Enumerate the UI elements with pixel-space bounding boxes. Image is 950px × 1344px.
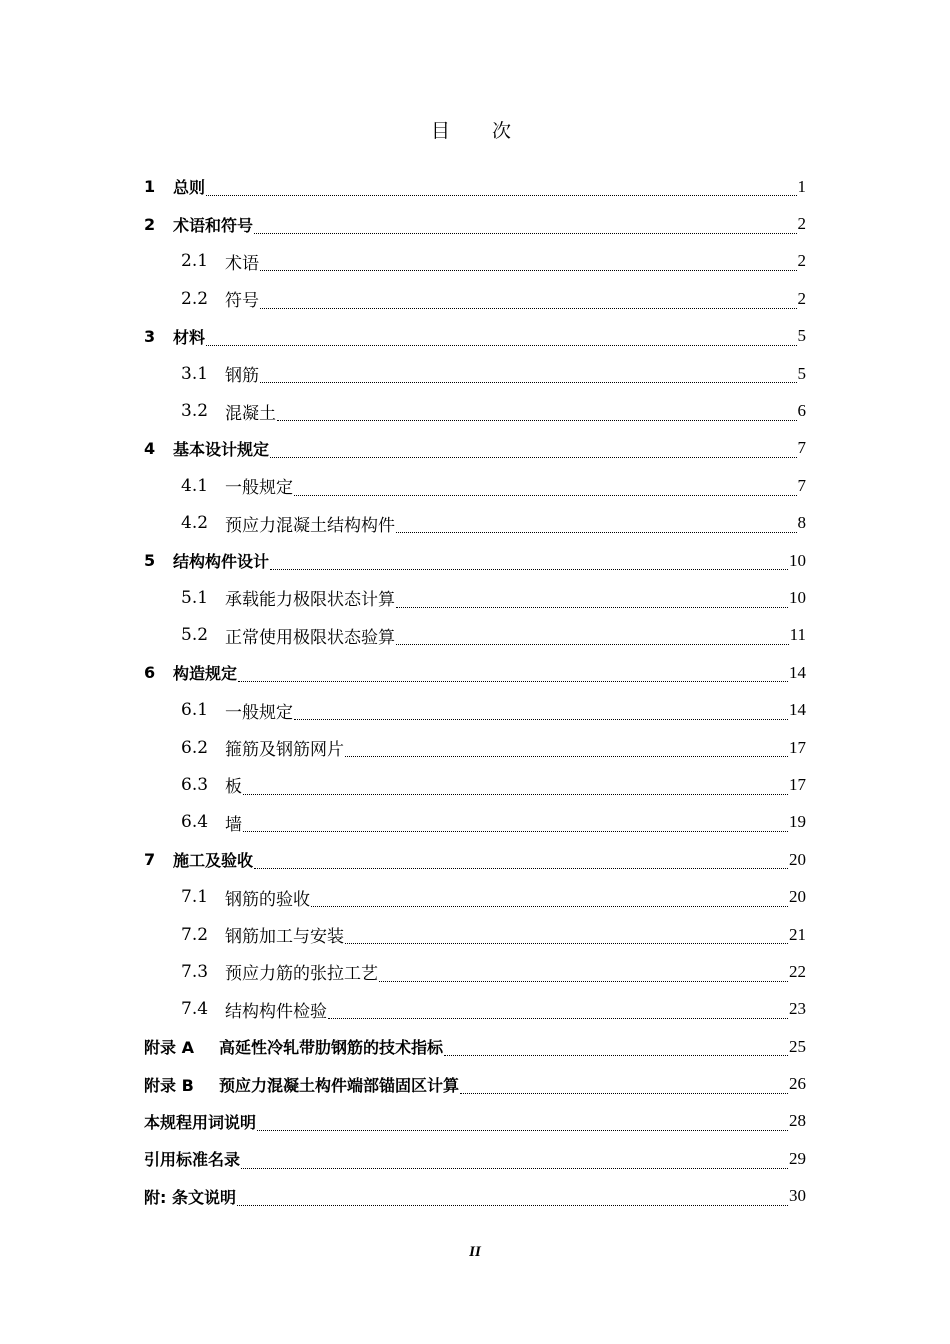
toc-entry-number: 2 [144,214,156,234]
toc-entry-label: 钢筋加工与安装 [225,927,344,947]
toc-entry[interactable] [144,430,806,467]
dot-leader [260,270,797,271]
toc-entry-page: 17 [789,774,806,794]
toc-entry[interactable] [144,542,806,579]
toc-entry-page: 7 [797,438,806,458]
toc-entry-number: 6.4 [181,812,209,833]
toc-entry[interactable] [144,841,806,878]
table-of-contents [144,168,806,1215]
dot-leader [260,308,797,309]
toc-entry-label: 板 [225,777,242,798]
toc-entry-page: 20 [789,849,806,869]
toc-entry-label: 基本设计规定 [173,439,270,459]
dot-leader [206,345,796,346]
toc-entry[interactable] [144,1178,806,1215]
dot-leader [277,420,797,421]
toc-entry-label: 预应力筋的张拉工艺 [225,964,378,985]
toc-entry-label: 承载能力极限状态计算 [225,590,395,611]
toc-entry-page: 5 [797,326,806,346]
toc-entry[interactable] [144,243,806,280]
dot-leader [345,943,788,944]
toc-entry-page: 29 [789,1148,806,1168]
toc-entry-number: 6.2 [181,737,209,758]
toc-entry-page: 23 [789,999,806,1019]
toc-entry-label: 材料 [173,327,206,347]
toc-entry-page: 10 [789,587,806,607]
toc-entry-page: 19 [789,812,806,832]
toc-entry-label: 混凝土 [225,403,276,424]
dot-leader [237,1205,788,1206]
dot-leader [379,981,788,982]
toc-entry-label: 高延性冷轧带肋钢筋的技术指标 [219,1038,444,1058]
toc-entry-number: 2.2 [181,288,209,309]
toc-entry-label: 符号 [225,291,259,312]
dot-leader [241,1168,788,1169]
toc-entry[interactable] [144,505,806,542]
toc-entry[interactable] [144,1065,806,1102]
toc-entry-number: 3.2 [181,401,209,422]
toc-entry-page: 28 [789,1111,806,1131]
toc-entry[interactable] [144,318,806,355]
dot-leader [294,719,788,720]
toc-entry[interactable] [144,729,806,766]
toc-entry-label: 预应力混凝土构件端部锚固区计算 [219,1075,460,1095]
toc-entry-number: 6.1 [181,700,209,721]
toc-entry-page: 21 [789,924,806,944]
toc-entry-page: 22 [789,961,806,981]
toc-entry-label: 一般规定 [225,702,293,723]
toc-entry-page: 11 [789,625,806,645]
toc-entry-label: 结构构件检验 [225,1001,327,1022]
toc-entry-page: 26 [789,1074,806,1094]
toc-entry[interactable] [144,579,806,616]
dot-leader [243,831,788,832]
toc-entry[interactable] [144,804,806,841]
dot-leader [345,756,788,757]
dot-leader [257,1130,788,1131]
dot-leader [328,1018,788,1019]
toc-entry[interactable] [144,392,806,429]
dot-leader [243,794,788,795]
toc-entry-label: 总则 [173,178,206,198]
toc-entry-number: 4 [144,438,156,458]
toc-entry[interactable] [144,991,806,1028]
toc-entry-number: 7.2 [181,924,209,945]
toc-entry[interactable] [144,1103,806,1140]
toc-entry-number: 6 [144,663,156,683]
toc-entry-label: 一般规定 [225,478,293,499]
dot-leader [260,382,797,383]
toc-entry[interactable] [144,953,806,990]
toc-entry-number: 6.3 [181,774,209,795]
dot-leader [270,569,788,570]
toc-entry-page: 14 [789,700,806,720]
dot-leader [444,1055,788,1056]
toc-entry-label: 本规程用词说明 [144,1112,257,1132]
toc-entry-page: 8 [797,513,806,533]
toc-entry-number: 4.2 [181,513,209,534]
toc-entry[interactable] [144,280,806,317]
dot-leader [460,1093,788,1094]
page-number: II [469,1244,481,1260]
dot-leader [294,495,797,496]
toc-entry-number: 5.1 [181,587,209,608]
toc-entry-label: 钢筋的验收 [225,889,310,910]
dot-leader [396,644,789,645]
toc-entry[interactable] [144,916,806,953]
toc-entry[interactable] [144,878,806,915]
toc-entry[interactable] [144,205,806,242]
toc-entry-label: 术语和符号 [173,215,254,235]
dot-leader [254,868,788,869]
toc-entry-number: 5 [144,551,156,571]
toc-entry-page: 2 [797,214,806,234]
toc-entry[interactable] [144,766,806,803]
toc-entry-number: 7.1 [181,887,209,908]
toc-entry-number: 2.1 [181,251,209,272]
toc-entry-page: 20 [789,887,806,907]
toc-entry[interactable] [144,1028,806,1065]
toc-entry[interactable] [144,1140,806,1177]
dot-leader [396,532,797,533]
toc-entry[interactable] [144,467,806,504]
toc-entry-page: 17 [789,737,806,757]
toc-entry-label: 墙 [225,814,242,835]
toc-entry[interactable] [144,654,806,691]
toc-entry-label: 正常使用极限状态验算 [225,627,395,648]
toc-entry-number: 1 [144,177,156,197]
toc-entry-number: 3.1 [181,363,209,384]
toc-entry-page: 2 [797,288,806,308]
toc-entry-number: 7.4 [181,999,209,1020]
toc-entry-number: 7.3 [181,961,209,982]
dot-leader [396,607,788,608]
dot-leader [254,233,796,234]
toc-entry-page: 30 [789,1186,806,1206]
toc-entry-number: 3 [144,326,156,346]
toc-entry-page: 1 [797,176,806,196]
toc-entry-label: 箍筋及钢筋网片 [225,740,344,761]
toc-entry[interactable] [144,617,806,654]
toc-entry[interactable] [144,355,806,392]
toc-entry-label: 结构构件设计 [173,552,270,572]
dot-leader [206,195,796,196]
toc-entry-number: 附录 A [144,1038,194,1058]
dot-leader [238,681,788,682]
toc-entry-page: 5 [797,363,806,383]
toc-entry-page: 25 [789,1036,806,1056]
toc-entry-number: 4.1 [181,475,209,496]
toc-entry-page: 7 [797,475,806,495]
toc-entry-label: 施工及验收 [173,851,254,871]
toc-entry-number: 5.2 [181,625,209,646]
dot-leader [311,906,788,907]
toc-entry-page: 2 [797,251,806,271]
toc-entry-page: 6 [797,401,806,421]
page-title: 目 次 [430,120,530,142]
toc-entry-page: 14 [789,662,806,682]
toc-entry-number: 7 [144,850,156,870]
toc-entry-label: 附: 条文说明 [144,1187,236,1207]
toc-entry[interactable] [144,168,806,205]
toc-entry-label: 预应力混凝土结构构件 [225,515,395,536]
toc-entry-number: 附录 B [144,1075,194,1095]
toc-entry-label: 钢筋 [225,366,259,387]
toc-entry-label: 术语 [225,253,259,274]
dot-leader [270,457,796,458]
toc-entry-label: 构造规定 [173,664,238,684]
toc-entry-page: 10 [789,550,806,570]
toc-entry-label: 引用标准名录 [144,1150,241,1170]
toc-entry[interactable] [144,691,806,728]
